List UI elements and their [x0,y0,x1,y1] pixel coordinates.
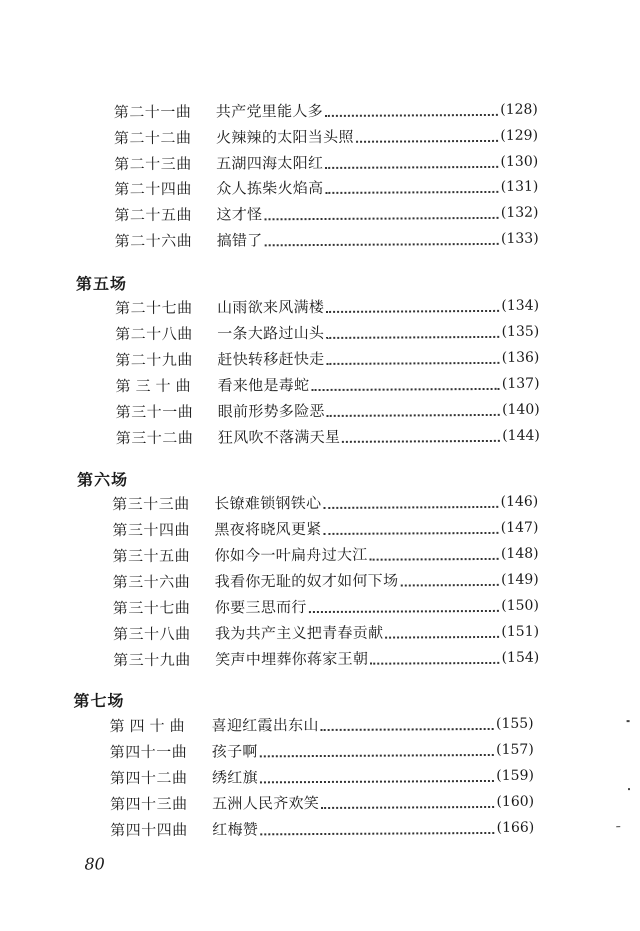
toc-entry [114,99,538,124]
page-number: (146) [500,493,539,510]
page-number: (160) [496,793,535,810]
dot-leader [327,361,500,365]
dot-leader [326,335,499,339]
song-title: 喜迎红霞出东山 [211,716,319,735]
toc-entry [116,425,540,450]
song-title: 我为共产主义把青春贡献 [215,623,384,643]
song-title: 你如今一叶扁舟过大江 [214,545,368,565]
song-number: 第三十曲 [115,376,196,396]
song-number: 第三十一曲 [115,402,194,422]
dot-leader [309,609,500,613]
dot-leader [311,387,500,391]
page-number: (134) [501,297,540,314]
dot-leader [356,139,499,143]
dot-leader [400,583,499,587]
toc-entry [113,595,539,620]
page-number: (150) [501,597,539,614]
page-number: (137) [501,375,540,392]
toc-entry [115,347,539,372]
page-number: (128) [500,101,538,118]
page-number: (140) [501,401,540,418]
page-number: (149) [501,571,539,588]
song-title: 看来他是毒蛇 [217,376,310,395]
page-number: (130) [500,153,539,170]
song-title: 火辣辣的太阳当头照 [215,127,354,147]
song-number: 第三十二曲 [115,428,194,448]
page-number: (155) [495,715,534,732]
toc-entry [112,517,538,542]
toc-group-1 [0,0,637,251]
song-number: 第三十五曲 [112,546,191,566]
page-number: (147) [500,519,539,536]
dot-leader [321,727,494,731]
toc-entry [115,373,539,398]
dot-leader [265,242,499,246]
dot-leader [324,531,499,535]
page-number: (157) [496,741,534,758]
song-title: 五湖四海太阳红 [216,153,324,173]
page-number: (135) [501,323,540,340]
song-number: 第二十八曲 [115,324,193,344]
song-title: 长镣难锁钢铁心 [214,493,322,513]
song-number: 第三十三曲 [112,494,190,514]
song-title: 眼前形势多险恶 [217,401,325,421]
song-title: 狂风吹不落满天星 [217,427,341,447]
toc-entry [116,399,540,424]
song-number: 第二十九曲 [115,350,193,370]
page-number: (151) [501,623,540,640]
dot-leader [325,190,498,194]
toc-entry [114,202,538,227]
song-number: 第四十四曲 [110,820,188,840]
toc-entry [115,228,539,253]
dot-leader [325,113,498,117]
page-number: (136) [501,349,540,366]
song-number: 第二十四曲 [114,179,192,199]
page-number: (159) [496,767,534,784]
song-number: 第二十一曲 [113,102,192,122]
scan-speck [627,720,630,722]
song-number: 第三十八曲 [113,624,191,644]
toc-entry [110,765,534,790]
page-number: (154) [501,649,540,666]
song-title: 共产党里能人多 [215,101,324,121]
toc-entry [113,647,539,672]
dot-leader [260,831,494,835]
page-number: (144) [502,427,540,444]
toc-entry [110,739,534,764]
song-title: 你要三思而行 [214,598,307,617]
dot-leader [370,557,499,561]
song-title: 一条大路过山头 [217,323,325,343]
song-title: 山雨欲来风满楼 [217,297,325,317]
song-number: 第三十七曲 [112,598,191,618]
toc-entry [113,621,539,646]
song-title: 赶快转移赶快走 [217,349,325,369]
scan-speck [628,788,630,790]
song-number: 第二十七曲 [115,298,193,318]
song-number: 第二十三曲 [114,154,192,174]
toc-entry [115,321,539,346]
toc-entry [110,713,534,738]
page-number: (166) [496,819,535,836]
dot-leader [260,753,494,757]
dot-leader [327,413,500,417]
dot-leader [385,635,499,639]
song-number: 第三十六曲 [112,572,191,592]
toc-entry [114,151,538,176]
song-number: 第三十四曲 [112,520,190,540]
song-number: 第四十二曲 [109,768,188,788]
page-number: (132) [500,204,539,221]
toc-entry [113,569,539,594]
scene-heading-7: 第七场 [73,691,125,711]
dot-leader [325,165,498,169]
toc-entry [115,295,539,320]
song-title: 搞错了 [216,231,263,250]
song-number: 第四十一曲 [109,742,188,762]
page-number: (148) [500,545,539,562]
song-number: 第二十六曲 [114,231,193,251]
dot-leader [370,661,499,665]
song-title: 众人拣柴火焰高 [216,178,324,198]
dot-leader [342,439,500,443]
page-number: (133) [500,230,539,247]
scan-speck [616,826,620,827]
song-title: 红梅赞 [212,820,259,839]
song-number: 第二十二曲 [113,128,192,148]
page-number: (129) [500,127,539,144]
song-title: 五洲人民齐欢笑 [212,794,320,813]
dot-leader [326,309,499,313]
toc-entry [114,176,538,201]
dot-leader [321,805,494,809]
song-title: 黑夜将晓风更紧 [214,519,322,539]
dot-leader [264,216,498,220]
toc-entry [113,543,539,568]
scene-heading-5: 第五场 [75,274,127,294]
song-title: 我看你无耻的奴才如何下场 [214,571,399,591]
song-number: 第二十五曲 [114,205,193,225]
scene-heading-6: 第六场 [77,470,129,490]
song-number: 第三十九曲 [113,650,191,670]
song-number: 第四十三曲 [110,794,188,814]
song-title: 孩子啊 [211,742,258,761]
toc-entry [110,817,534,842]
dot-leader [260,779,494,783]
toc-entry [112,491,538,516]
folio-page-number: 80 [84,854,105,874]
song-title: 这才怪 [216,205,263,224]
dot-leader [323,505,498,509]
song-number: 第四十曲 [109,716,190,736]
toc-entry [114,125,538,150]
song-title: 笑声中埋葬你蒋家王朝 [215,649,369,669]
page-number: (131) [500,178,539,195]
song-title: 绣红旗 [211,768,258,787]
toc-entry [110,791,534,816]
